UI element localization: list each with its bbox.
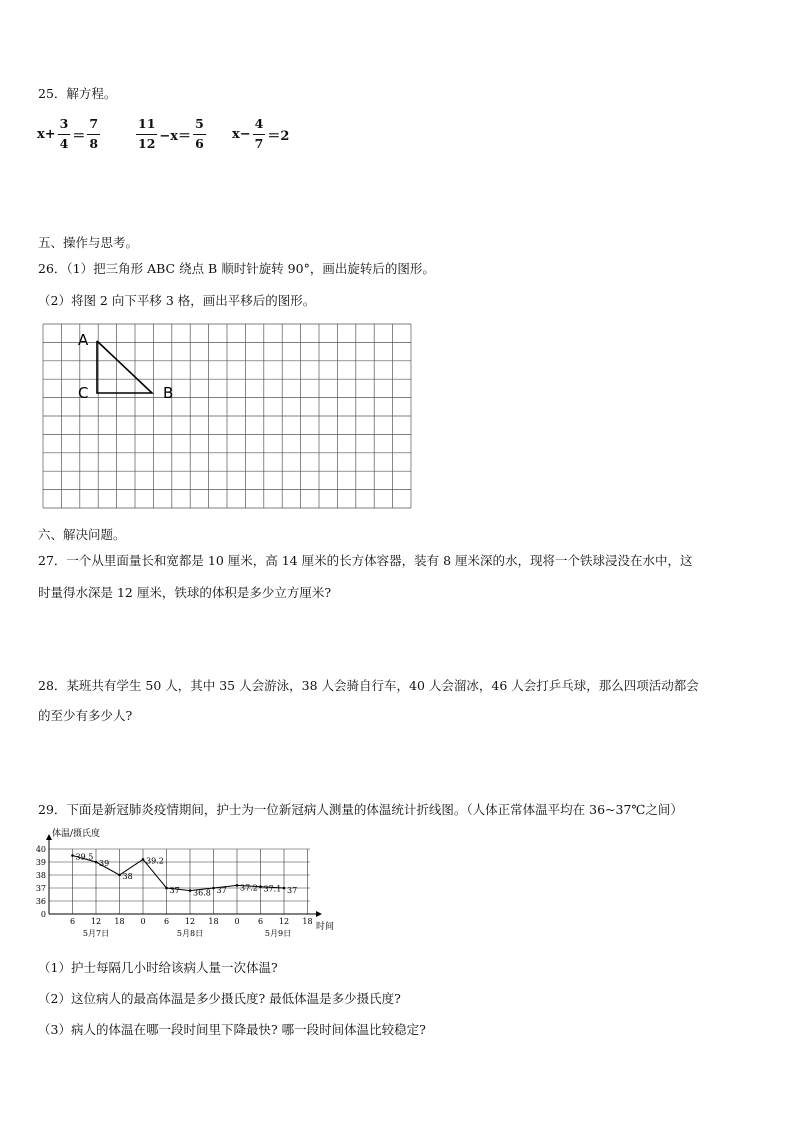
chart-data-point — [283, 887, 286, 890]
chart-y-tick-label: 39 — [35, 858, 46, 867]
chart-x-tick-label: 0 — [234, 917, 240, 926]
chart-x-tick-label: 0 — [140, 917, 146, 926]
chart-date-label: 5月8日 — [176, 929, 204, 938]
eq1-fraction-1 — [58, 118, 71, 150]
chart-y-tick-label: 38 — [35, 871, 46, 880]
chart-x-tick-label: 18 — [114, 917, 125, 926]
eq1-num2: 7 — [87, 118, 100, 135]
eq3-fraction — [253, 118, 266, 150]
chart-data-point — [259, 885, 262, 888]
eq3-lhs: x− — [232, 126, 251, 142]
eq1-equals: ＝ — [72, 128, 86, 144]
chart-y-axis-label: 体温/摄氏度 — [52, 829, 101, 839]
chart-data-label: 38 — [122, 872, 133, 881]
chart-data-point — [142, 858, 145, 861]
q28-line2: 的至少有多少人? — [38, 708, 133, 723]
chart-data-point — [118, 874, 121, 877]
chart-data-point — [236, 884, 239, 887]
label-c: C — [78, 384, 89, 402]
chart-x-arrow — [316, 911, 322, 917]
q29-sub3: （3）病人的体温在哪一段时间里下降最快? 哪一段时间体温比较稳定? — [38, 1022, 426, 1037]
grid-lines — [43, 324, 411, 508]
chart-data-label: 36.8 — [193, 888, 211, 898]
chart-y-tick-label: 0 — [40, 910, 46, 919]
chart-x-tick-label: 18 — [208, 917, 219, 926]
rotation-grid — [42, 323, 416, 513]
section5-heading: 五、操作与思考。 — [38, 235, 139, 250]
eq2-den1: 12 — [138, 135, 156, 151]
equation-2 — [134, 118, 208, 150]
chart-data-label: 37.1 — [263, 884, 282, 894]
eq2-num2: 5 — [193, 118, 206, 135]
chart-data-label: 39.5 — [75, 852, 94, 862]
chart-y-tick-label: 36 — [35, 897, 46, 906]
chart-data-point — [165, 887, 168, 890]
chart-data-point — [212, 887, 215, 890]
q29-intro: 29．下面是新冠肺炎疫情期间，护士为一位新冠病人测量的体温统计折线图。（人体正常体温平均在 36~37℃之间） — [38, 802, 683, 817]
eq2-den2: 6 — [195, 135, 204, 151]
chart-x-tick-label: 6 — [257, 917, 264, 926]
eq1-num1: 3 — [58, 118, 71, 135]
eq3-num: 4 — [253, 118, 266, 135]
eq2-op: −x＝ — [159, 128, 192, 144]
label-a: A — [78, 331, 89, 349]
chart-data-label: 39.2 — [146, 856, 164, 866]
eq2-fraction-2 — [193, 118, 206, 150]
q27-line1: 27．一个从里面量长和宽都是 10 厘米，高 14 厘米的长方体容器，装有 8 厘米深的水，现将一个铁球浸没在水中，这 — [38, 553, 693, 568]
chart-x-tick-label: 12 — [90, 917, 102, 926]
q26-part1: 26．（1）把三角形 ABC 绕点 B 顺时针旋转 90°，画出旋转后的图形。 — [38, 261, 435, 276]
chart-data-label: 39 — [99, 859, 110, 868]
equation-3 — [232, 118, 289, 150]
eq3-den: 7 — [254, 135, 264, 151]
chart-y-tick-label: 40 — [35, 845, 46, 854]
chart-data-label: 37 — [169, 886, 180, 895]
eq1-lhs: x+ — [37, 126, 56, 142]
q29-sub2: （2）这位病人的最高体温是多少摄氏度? 最低体温是多少摄氏度? — [38, 991, 401, 1006]
chart-data-label: 37 — [216, 886, 227, 895]
eq2-num1: 11 — [136, 118, 157, 135]
eq2-fraction-1 — [136, 118, 157, 150]
chart-x-tick-label: 6 — [163, 917, 170, 926]
temperature-line-chart — [30, 826, 350, 948]
chart-date-label: 5月7日 — [82, 929, 110, 938]
q26-part2: （2）将图 2 向下平移 3 格，画出平移后的图形。 — [38, 293, 316, 308]
q25-title: 25．解方程。 — [38, 86, 117, 101]
equation-1 — [37, 118, 102, 150]
q28-line1: 28．某班共有学生 50 人，其中 35 人会游泳，38 人会骑自行车，40 人会溜冰，46 人会打乒乓球，那么四项活动都会 — [38, 678, 699, 693]
chart-x-axis-label: 时间 — [316, 922, 335, 932]
label-b: B — [163, 384, 174, 402]
eq1-fraction-2 — [87, 118, 100, 150]
chart-x-tick-label: 18 — [302, 917, 313, 926]
chart-axes — [46, 834, 322, 917]
eq1-den1: 4 — [59, 135, 69, 151]
eq3-rhs: ＝2 — [267, 128, 290, 144]
chart-x-tick-label: 12 — [278, 917, 290, 926]
chart-data-point — [71, 854, 74, 857]
eq1-den2: 8 — [89, 135, 99, 151]
chart-date-label: 5月9日 — [264, 929, 292, 938]
section6-heading: 六、解决问题。 — [38, 527, 126, 542]
triangle-abc — [97, 341, 152, 393]
chart-data-label: 37 — [287, 886, 298, 895]
chart-data-label: 37.2 — [240, 883, 258, 893]
chart-data-point — [189, 889, 192, 892]
q29-sub1: （1）护士每隔几小时给该病人量一次体温? — [38, 960, 278, 975]
chart-x-tick-label: 6 — [69, 917, 76, 926]
chart-y-tick-label: 37 — [35, 884, 46, 893]
q27-line2: 时量得水深是 12 厘米，铁球的体积是多少立方厘米? — [38, 585, 332, 600]
chart-x-tick-label: 12 — [184, 917, 196, 926]
chart-data-point — [95, 861, 98, 864]
